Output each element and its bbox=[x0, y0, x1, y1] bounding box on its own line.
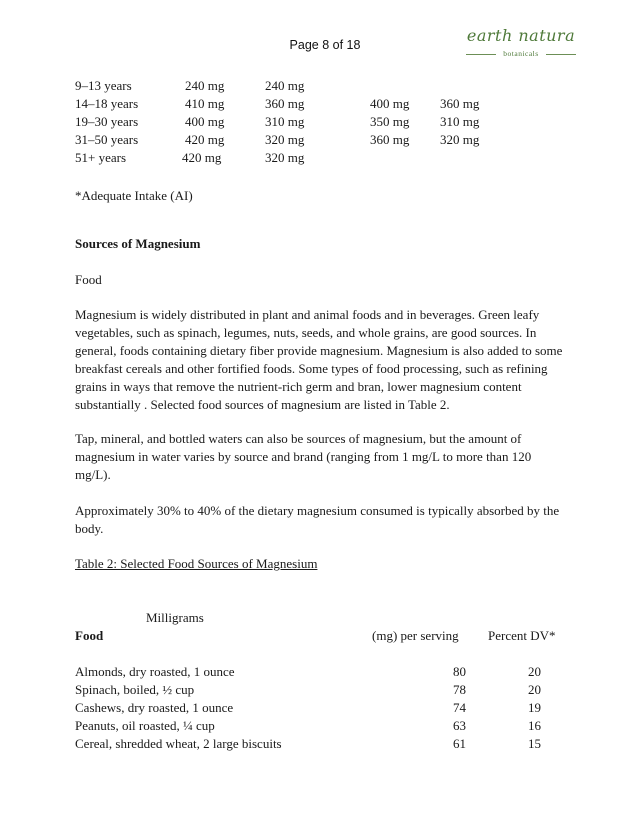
logo-divider-right bbox=[546, 54, 576, 55]
paragraph-absorption: Approximately 30% to 40% of the dietary magnesium consumed is typically absorbed by the body. bbox=[75, 503, 560, 536]
footnote-ai: *Adequate Intake (AI) bbox=[75, 188, 193, 203]
logo-subtext: botanicals bbox=[503, 49, 539, 58]
paragraph-water: Tap, mineral, and bottled waters can also be sources of magnesium, but the amount of magnesium in water varies by source and brand (ranging from 1 mg/L to more than 120 mg/L). bbox=[75, 431, 532, 482]
column-header-milligrams: Milligrams bbox=[146, 610, 204, 625]
mg-cell: 78 bbox=[453, 682, 466, 697]
age-cell: 14–18 years bbox=[75, 96, 139, 111]
value-cell: 350 mg bbox=[370, 114, 410, 129]
age-cell: 19–30 years bbox=[75, 114, 139, 129]
value-cell: 320 mg bbox=[265, 150, 305, 165]
value-cell: 310 mg bbox=[265, 114, 305, 129]
dv-cell: 16 bbox=[528, 718, 541, 733]
dv-cell: 19 bbox=[528, 700, 541, 715]
value-cell: 240 mg bbox=[185, 78, 225, 93]
value-cell: 240 mg bbox=[265, 78, 305, 93]
age-cell: 9–13 years bbox=[75, 78, 132, 93]
food-cell: Cereal, shredded wheat, 2 large biscuits bbox=[75, 736, 282, 751]
value-cell: 400 mg bbox=[185, 114, 225, 129]
column-header-percent-dv: Percent DV* bbox=[488, 628, 556, 643]
column-header-mg-serving: (mg) per serving bbox=[372, 628, 459, 643]
mg-cell: 61 bbox=[453, 736, 466, 751]
section-title: Sources of Magnesium bbox=[75, 236, 201, 251]
food-cell: Spinach, boiled, ½ cup bbox=[75, 682, 195, 697]
value-cell: 320 mg bbox=[440, 132, 480, 147]
value-cell: 320 mg bbox=[265, 132, 305, 147]
mg-cell: 80 bbox=[453, 664, 466, 679]
age-cell: 31–50 years bbox=[75, 132, 139, 147]
age-cell: 51+ years bbox=[75, 150, 127, 165]
column-header-food: Food bbox=[75, 628, 104, 643]
value-cell: 360 mg bbox=[370, 132, 410, 147]
value-cell: 360 mg bbox=[265, 96, 305, 111]
value-cell: 410 mg bbox=[185, 96, 225, 111]
dv-cell: 15 bbox=[528, 736, 541, 751]
logo-text: earth natura bbox=[466, 26, 576, 45]
brand-logo bbox=[462, 24, 580, 64]
value-cell: 420 mg bbox=[185, 132, 225, 147]
table-title: Table 2: Selected Food Sources of Magnesium bbox=[75, 556, 318, 571]
mg-cell: 74 bbox=[453, 700, 466, 715]
dv-cell: 20 bbox=[528, 682, 541, 697]
subsection-title: Food bbox=[75, 272, 102, 287]
mg-cell: 63 bbox=[453, 718, 466, 733]
dv-cell: 20 bbox=[528, 664, 541, 679]
food-cell: Cashews, dry roasted, 1 ounce bbox=[75, 700, 234, 715]
food-cell: Peanuts, oil roasted, ¼ cup bbox=[75, 718, 215, 733]
value-cell: 360 mg bbox=[440, 96, 480, 111]
food-cell: Almonds, dry roasted, 1 ounce bbox=[75, 664, 235, 679]
value-cell: 310 mg bbox=[440, 114, 480, 129]
value-cell: 400 mg bbox=[370, 96, 410, 111]
paragraph-sources: Magnesium is widely distributed in plant and animal foods and in beverages. Green leafy vegetables, such as spinach, legumes, nuts, seeds, and whole grains, are good sources. In general, foods containing dietary fiber provide magnesium. Magnesium is also added to some breakfast cereals and other fortified foods. Some types of food processing, such as refining grains in ways that remove the nutrient-rich germ and bran, lower magnesium content substantially . Selected food sources of magnesium are listed in Table 2. bbox=[75, 307, 563, 412]
value-cell: 420 mg bbox=[182, 150, 222, 165]
page-number: Page 8 of 18 bbox=[289, 38, 361, 52]
